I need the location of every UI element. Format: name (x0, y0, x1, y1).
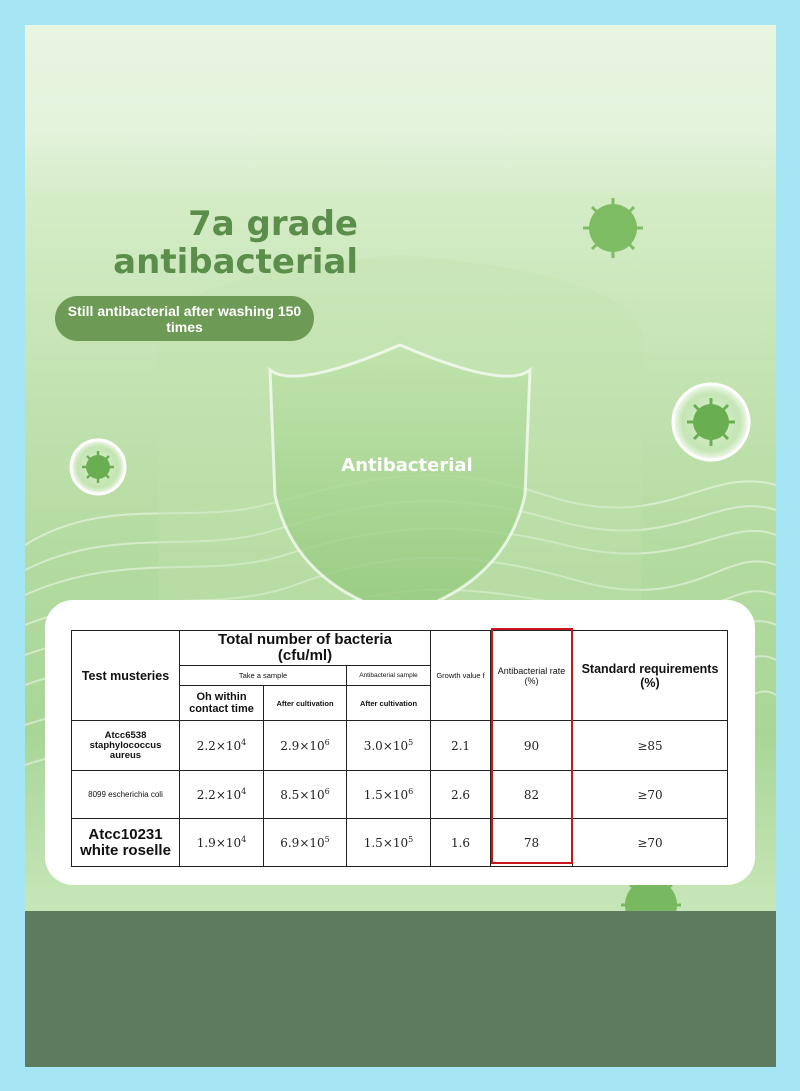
test-results-card (45, 600, 755, 885)
row-test-name: Atcc10231 white roselle (72, 819, 180, 867)
row-antibacterial-count: $3.0\times 10^5$ (347, 721, 431, 771)
bacteria-test-table (71, 630, 728, 867)
row-after-cultivation-count: $8.5\times 10^6$ (264, 771, 347, 819)
product-image-frame (25, 25, 776, 1067)
header-total-line-1: Total number of bacteria (218, 631, 392, 648)
row-contact-count: $2.2\times 10^4$ (180, 721, 264, 771)
row-contact-count: $2.2\times 10^4$ (180, 771, 264, 819)
row-after-cultivation-count: $2.9\times 10^6$ (264, 721, 347, 771)
row-after-cultivation-count: $6.9\times 10^5$ (264, 819, 347, 867)
table-row (72, 721, 728, 771)
table-row (72, 819, 728, 867)
row-standard: ≥70 (573, 819, 728, 867)
row-test-name: Atcc6538 staphylococcus aureus (72, 721, 180, 771)
header-standard-requirements: Standard requirements (%) (573, 631, 728, 721)
row-standard: ≥70 (573, 771, 728, 819)
row-antibacterial-count: $1.5\times 10^5$ (347, 819, 431, 867)
header-growth-value: Growth value f (431, 631, 491, 721)
header-test-musteries: Test musteries (72, 631, 180, 721)
row-growth-value: 2.1 (431, 721, 491, 771)
washing-claim-pill: Still antibacterial after washing 150 times (55, 296, 314, 341)
header-after-cultivation-2: After cultivation (347, 686, 431, 721)
header-antibacterial-rate: Antibacterial rate (%) (491, 631, 573, 721)
row-standard: ≥85 (573, 721, 728, 771)
row-antibacterial-count: $1.5\times 10^6$ (347, 771, 431, 819)
row-test-name: 8099 escherichia coli (72, 771, 180, 819)
shield-label: Antibacterial (341, 455, 473, 476)
hero-title-line-1: 7a grade (188, 204, 358, 244)
hero-title-line-2: antibacterial (113, 242, 358, 282)
virus-bubble-icon (673, 384, 749, 460)
header-after-cultivation-1: After cultivation (264, 686, 347, 721)
header-antibacterial-sample: Antibacterial sample (347, 666, 431, 686)
bottom-band (25, 911, 776, 1067)
hero-title (113, 205, 358, 281)
table-row (72, 771, 728, 819)
row-antibacterial-rate: 78 (491, 819, 573, 867)
virus-bubble-icon (71, 440, 125, 494)
virus-icon (583, 198, 643, 258)
row-growth-value: 1.6 (431, 819, 491, 867)
row-contact-count: $1.9\times 10^4$ (180, 819, 264, 867)
header-oh-within: Oh within contact time (180, 686, 264, 721)
row-antibacterial-rate: 82 (491, 771, 573, 819)
row-antibacterial-rate: 90 (491, 721, 573, 771)
header-total-bacteria (180, 631, 431, 666)
row-growth-value: 2.6 (431, 771, 491, 819)
header-take-sample: Take a sample (180, 666, 347, 686)
header-total-line-2: (cfu/ml) (277, 647, 333, 664)
